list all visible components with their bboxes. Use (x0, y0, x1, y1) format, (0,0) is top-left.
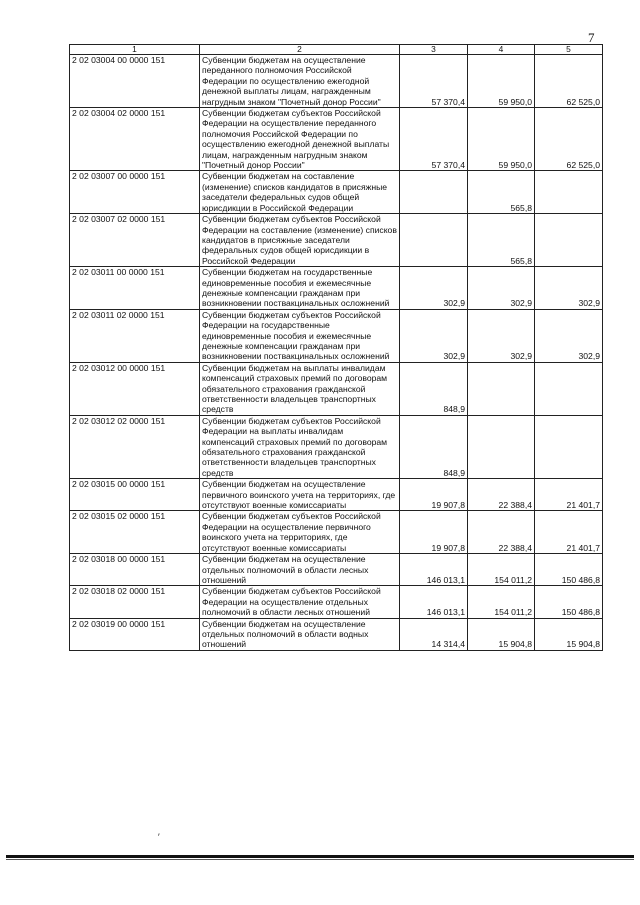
budget-code: 2 02 03011 02 0000 151 (70, 309, 200, 362)
table-row (70, 108, 603, 171)
value-col-3 (400, 214, 468, 267)
value-col-3: 848,9 (400, 415, 468, 478)
value-col-4: 59 950,0 (468, 108, 535, 171)
budget-code: 2 02 03018 02 0000 151 (70, 586, 200, 618)
value-col-5 (535, 362, 603, 415)
value-col-5: 21 401,7 (535, 511, 603, 554)
value-col-5 (535, 171, 603, 214)
value-col-4: 302,9 (468, 267, 535, 310)
budget-code: 2 02 03004 00 0000 151 (70, 55, 200, 108)
budget-item-name: Субвенции бюджетам на осуществление первичного воинского учета на территориях, где отсутствуют военные комиссариаты (200, 479, 400, 511)
table-row (70, 171, 603, 214)
table-row (70, 618, 603, 650)
value-col-4: 22 388,4 (468, 511, 535, 554)
value-col-3: 146 013,1 (400, 554, 468, 586)
budget-item-name: Субвенции бюджетам на осуществление переданного полномочия Российской Федерации по осуществлению ежегодной денежной выплаты лицам, награжденным нагрудным знаком "Почетный донор России" (200, 55, 400, 108)
header-col-2: 2 (200, 45, 400, 55)
value-col-3: 302,9 (400, 267, 468, 310)
value-col-5: 150 486,8 (535, 554, 603, 586)
scan-speck: ′ (158, 832, 160, 842)
header-col-1: 1 (70, 45, 200, 55)
bottom-rule (6, 855, 634, 858)
budget-item-name: Субвенции бюджетам субъектов Российской Федерации на осуществление отдельных полномочий в области лесных отношений (200, 586, 400, 618)
table-row (70, 415, 603, 478)
value-col-4: 59 950,0 (468, 55, 535, 108)
value-col-4: 154 011,2 (468, 586, 535, 618)
budget-item-name: Субвенции бюджетам на государственные единовременные пособия и ежемесячные денежные компенсации гражданам при возникновении поствакцинальных осложнений (200, 267, 400, 310)
value-col-4 (468, 415, 535, 478)
budget-item-name: Субвенции бюджетам субъектов Российской Федерации на выплаты инвалидам компенсаций страховых премий по договорам обязательного страхования гражданской ответственности владельцев транспортных средств (200, 415, 400, 478)
budget-item-name: Субвенции бюджетам субъектов Российской Федерации на осуществление переданного полномочия Российской Федерации по осуществлению ежегодной денежной выплаты лицам, награжденным нагрудным знаком "Почетный донор России" (200, 108, 400, 171)
table-row (70, 309, 603, 362)
table-row (70, 214, 603, 267)
budget-item-name: Субвенции бюджетам субъектов Российской Федерации на осуществление первичного воинского учета на территориях, где отсутствуют военные комиссариаты (200, 511, 400, 554)
value-col-5: 62 525,0 (535, 108, 603, 171)
budget-code: 2 02 03015 02 0000 151 (70, 511, 200, 554)
budget-item-name: Субвенции бюджетам на осуществление отдельных полномочий в области лесных отношений (200, 554, 400, 586)
header-col-4: 4 (468, 45, 535, 55)
value-col-4: 565,8 (468, 171, 535, 214)
value-col-5 (535, 214, 603, 267)
budget-item-name: Субвенции бюджетам субъектов Российской Федерации на составление (изменение) списков кандидатов в присяжные заседатели федеральных судов общей юрисдикции в Российской Федерации (200, 214, 400, 267)
budget-item-name: Субвенции бюджетам на осуществление отдельных полномочий в области водных отношений (200, 618, 400, 650)
table-row (70, 511, 603, 554)
value-col-5: 62 525,0 (535, 55, 603, 108)
value-col-3: 19 907,8 (400, 479, 468, 511)
budget-code: 2 02 03007 00 0000 151 (70, 171, 200, 214)
header-col-3: 3 (400, 45, 468, 55)
value-col-3: 57 370,4 (400, 55, 468, 108)
value-col-4: 302,9 (468, 309, 535, 362)
budget-item-name: Субвенции бюджетам на выплаты инвалидам компенсаций страховых премий по договорам обязательного страхования гражданской ответственности владельцев транспортных средств (200, 362, 400, 415)
value-col-5: 302,9 (535, 267, 603, 310)
value-col-3: 14 314,4 (400, 618, 468, 650)
budget-code: 2 02 03015 00 0000 151 (70, 479, 200, 511)
budget-item-name: Субвенции бюджетам на составление (изменение) списков кандидатов в присяжные заседатели федеральных судов общей юрисдикции в Российской Федерации (200, 171, 400, 214)
value-col-5: 15 904,8 (535, 618, 603, 650)
value-col-5 (535, 415, 603, 478)
budget-code: 2 02 03012 02 0000 151 (70, 415, 200, 478)
value-col-4 (468, 362, 535, 415)
budget-code: 2 02 03018 00 0000 151 (70, 554, 200, 586)
table-row (70, 362, 603, 415)
budget-code: 2 02 03011 00 0000 151 (70, 267, 200, 310)
page-number: 7 (588, 30, 595, 45)
value-col-4: 565,8 (468, 214, 535, 267)
table-row (70, 55, 603, 108)
value-col-3 (400, 171, 468, 214)
table-row (70, 554, 603, 586)
value-col-3: 146 013,1 (400, 586, 468, 618)
value-col-5: 302,9 (535, 309, 603, 362)
budget-table (69, 44, 603, 651)
value-col-4: 154 011,2 (468, 554, 535, 586)
value-col-3: 302,9 (400, 309, 468, 362)
value-col-4: 15 904,8 (468, 618, 535, 650)
value-col-3: 57 370,4 (400, 108, 468, 171)
budget-code: 2 02 03004 02 0000 151 (70, 108, 200, 171)
budget-code: 2 02 03019 00 0000 151 (70, 618, 200, 650)
value-col-4: 22 388,4 (468, 479, 535, 511)
table-row (70, 267, 603, 310)
header-row (70, 45, 603, 55)
table-row (70, 479, 603, 511)
value-col-5: 150 486,8 (535, 586, 603, 618)
value-col-3: 848,9 (400, 362, 468, 415)
table-row (70, 586, 603, 618)
value-col-3: 19 907,8 (400, 511, 468, 554)
header-col-5: 5 (535, 45, 603, 55)
bottom-rule-thin (6, 859, 634, 860)
budget-code: 2 02 03007 02 0000 151 (70, 214, 200, 267)
budget-item-name: Субвенции бюджетам субъектов Российской Федерации на государственные единовременные пособия и ежемесячные денежные компенсации гражданам при возникновении поствакцинальных осложнений (200, 309, 400, 362)
budget-code: 2 02 03012 00 0000 151 (70, 362, 200, 415)
value-col-5: 21 401,7 (535, 479, 603, 511)
